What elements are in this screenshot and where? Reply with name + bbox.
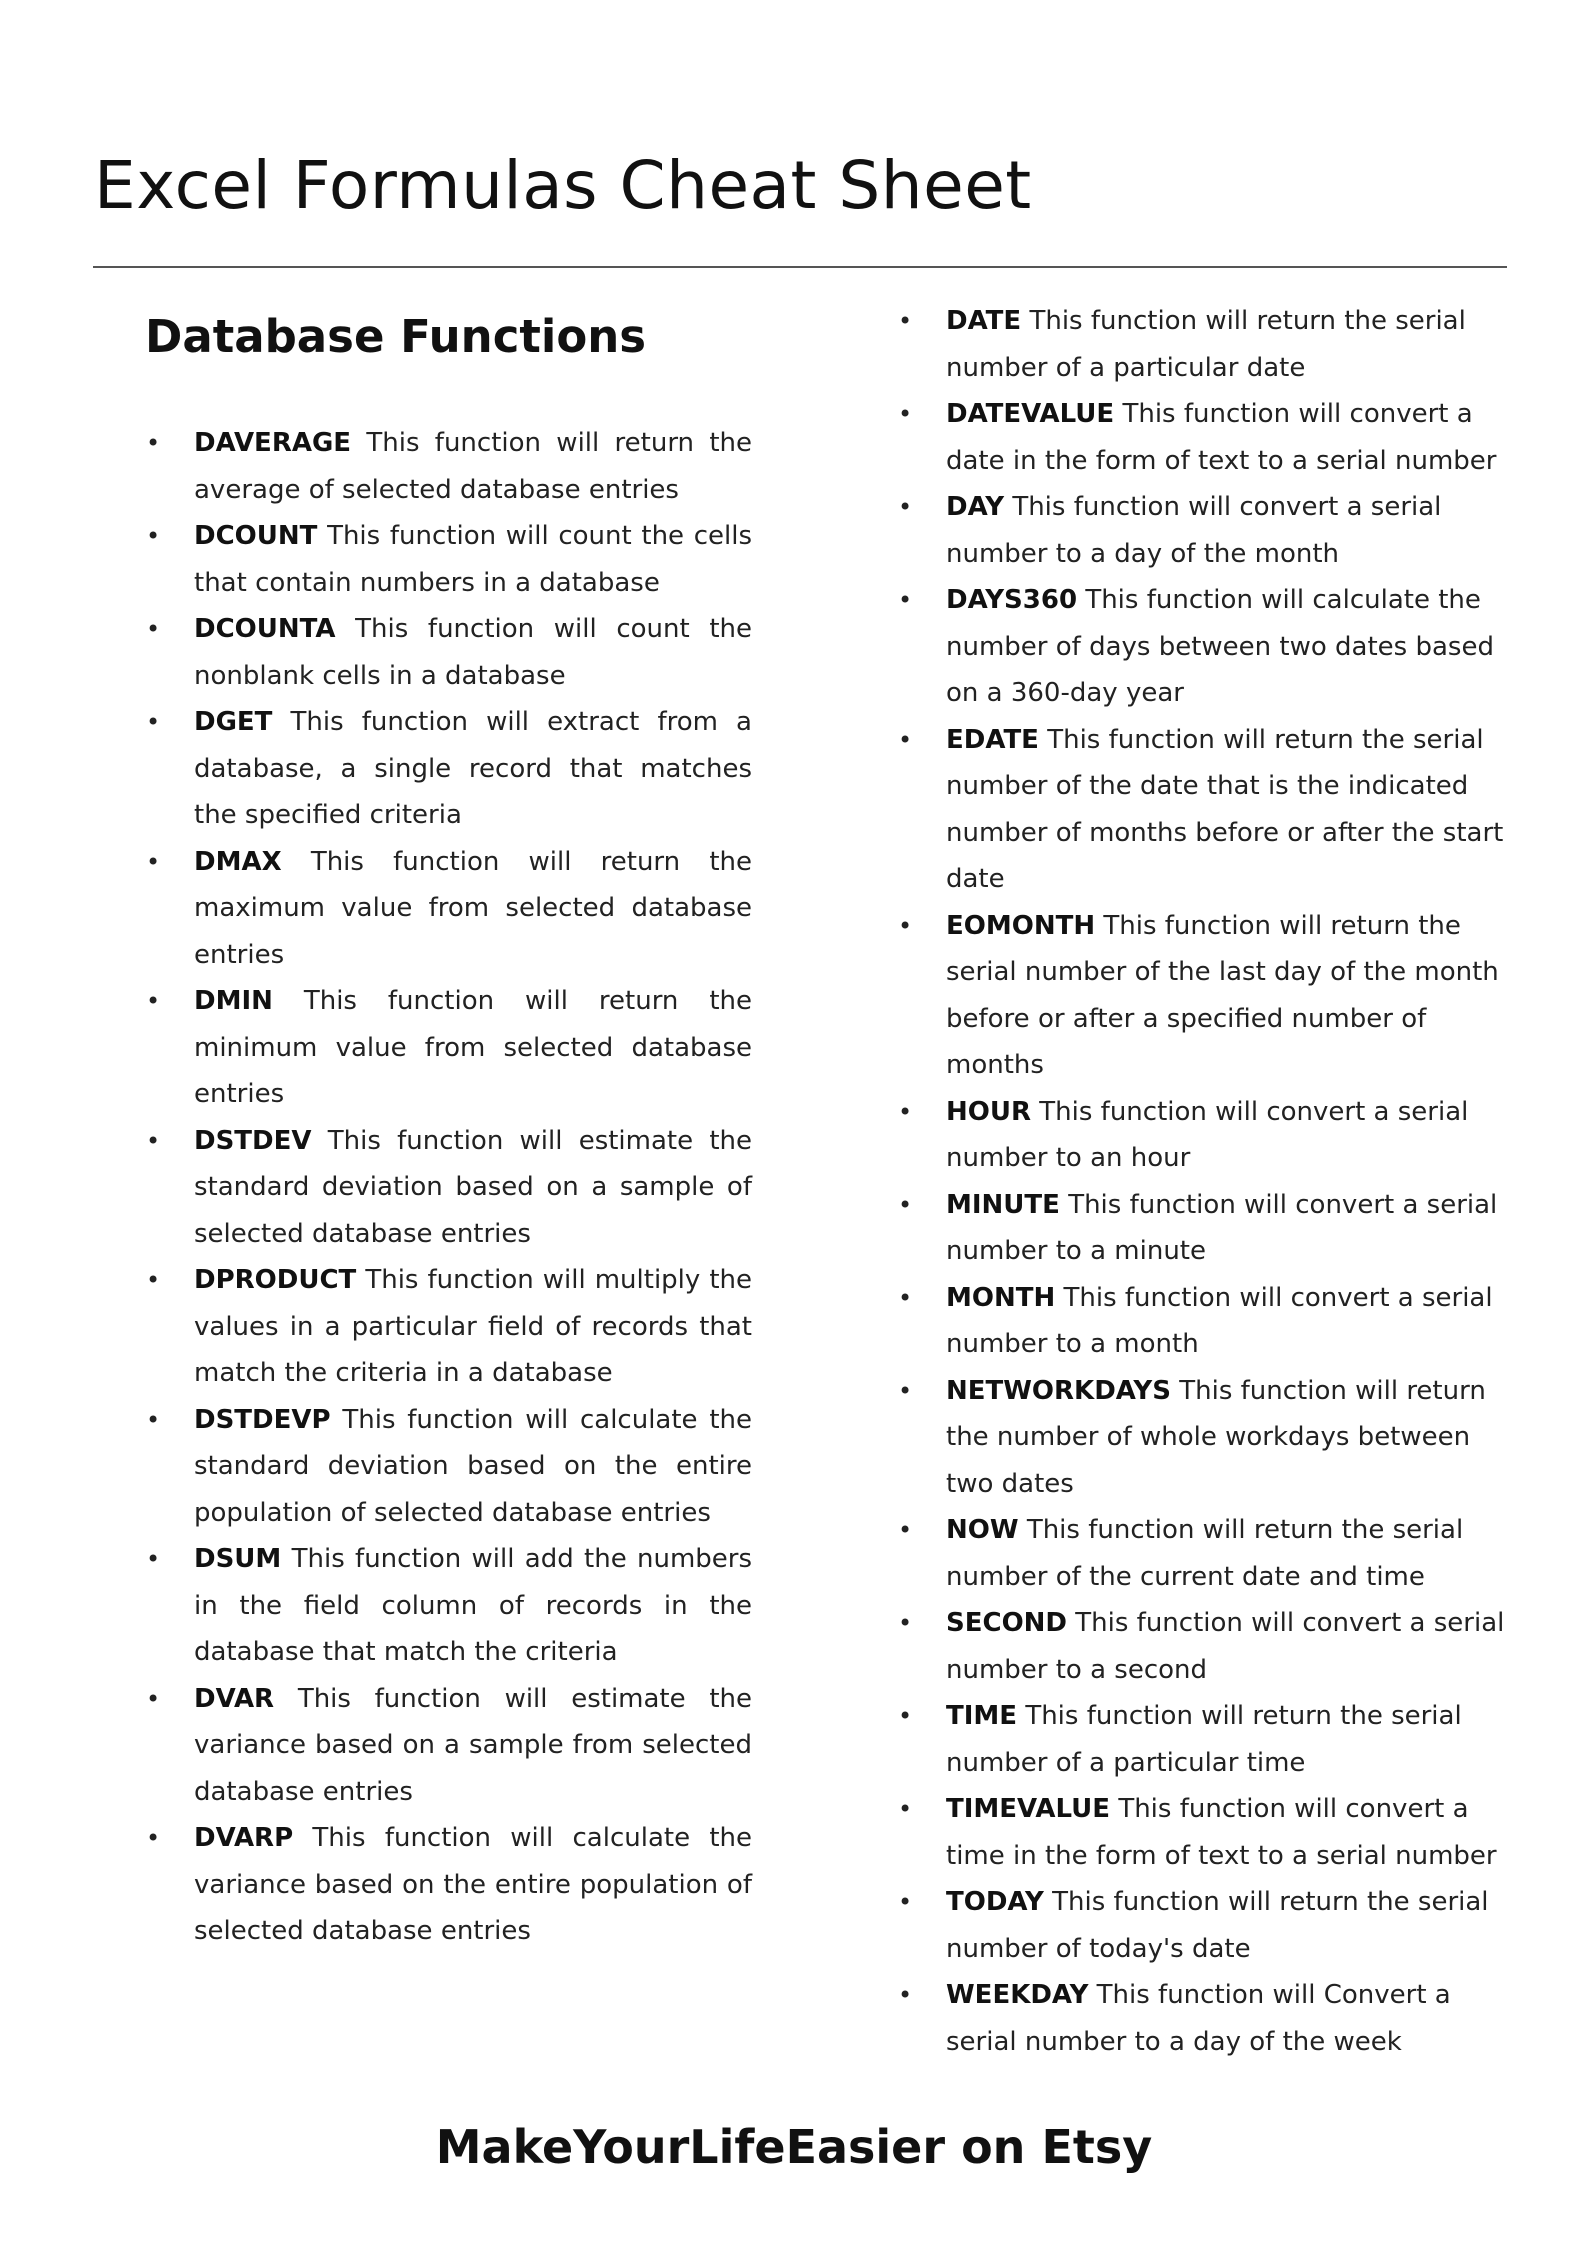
bullet-icon: • — [898, 586, 913, 614]
function-item — [898, 484, 1518, 577]
function-name: DGET — [194, 707, 273, 737]
function-name: SECOND — [946, 1608, 1068, 1638]
function-item — [898, 1972, 1518, 2065]
function-description: This function will convert a date in the form of text to a serial number — [946, 399, 1497, 476]
function-item — [898, 1182, 1518, 1275]
bullet-icon: • — [146, 847, 161, 876]
function-item — [898, 1275, 1518, 1368]
function-name: TODAY — [946, 1887, 1044, 1917]
function-item — [898, 1368, 1518, 1508]
bullet-icon: • — [146, 522, 161, 550]
bullet-icon: • — [146, 1824, 161, 1852]
function-name: TIME — [946, 1701, 1018, 1731]
function-description: This function will return the serial number of a particular date — [946, 306, 1466, 383]
bullet-icon: • — [898, 1795, 913, 1823]
function-item — [146, 513, 752, 606]
function-description: This function will convert a serial number to a second — [946, 1608, 1505, 1685]
bullet-icon: • — [898, 1888, 913, 1916]
function-description: This function will convert a serial number to a day of the month — [946, 492, 1442, 569]
function-item — [898, 298, 1518, 391]
function-name: DCOUNTA — [194, 614, 336, 644]
function-name: DVARP — [194, 1823, 294, 1853]
function-item — [898, 1089, 1518, 1182]
function-description: This function will estimate the variance based on a sample from selected database entries — [194, 1683, 752, 1807]
bullet-icon: • — [898, 307, 913, 335]
title-divider — [93, 266, 1507, 268]
function-description: This function will count the cells that contain numbers in a database — [194, 521, 753, 598]
function-item — [898, 717, 1518, 903]
function-item — [898, 1693, 1518, 1786]
function-description: This function will return the serial number of the date that is the indicated number of months before or after the start date — [946, 724, 1504, 894]
function-name: DAVERAGE — [194, 428, 352, 458]
bullet-icon: • — [146, 1545, 161, 1573]
bullet-icon: • — [898, 1190, 913, 1219]
function-description: This function will calculate the standard deviation based on the entire population of selected database entries — [194, 1404, 752, 1528]
function-name: DATEVALUE — [946, 399, 1115, 429]
function-item — [898, 1879, 1518, 1972]
function-item — [898, 1786, 1518, 1879]
function-description: This function will return the number of whole workdays between two dates — [946, 1375, 1486, 1499]
function-name: MONTH — [946, 1282, 1056, 1313]
function-description: This function will return the serial number of the current date and time — [946, 1515, 1464, 1592]
function-item — [898, 391, 1518, 484]
bullet-icon: • — [898, 1283, 913, 1312]
function-name: DATE — [946, 306, 1022, 336]
bullet-icon: • — [898, 725, 913, 754]
function-description: This function will calculate the variance based on the entire population of selected database entries — [194, 1823, 753, 1946]
bullet-icon: • — [898, 1609, 913, 1637]
function-description: This function will calculate the number of days between two dates based on a 360-day year — [946, 585, 1494, 708]
function-item — [146, 606, 752, 699]
function-name: HOUR — [946, 1096, 1031, 1127]
function-item — [146, 1815, 752, 1955]
section-heading: Database Functions — [145, 310, 647, 363]
function-name: DSTDEV — [194, 1125, 312, 1156]
bullet-icon: • — [146, 1266, 161, 1294]
function-name: DPRODUCT — [194, 1265, 357, 1295]
function-item — [898, 1507, 1518, 1600]
function-name: WEEKDAY — [946, 1980, 1089, 2010]
database-functions-list — [146, 420, 752, 1955]
function-description: This function will add the numbers in the field column of records in the database that match the criteria — [194, 1544, 753, 1667]
bullet-icon: • — [146, 615, 161, 643]
function-description: This function will convert a time in the form of text to a serial number — [946, 1794, 1497, 1871]
bullet-icon: • — [146, 1126, 161, 1155]
function-item — [146, 1118, 752, 1258]
function-description: This function will convert a serial number to an hour — [946, 1096, 1469, 1173]
function-name: DMAX — [194, 846, 282, 877]
footer-credit: MakeYourLifeEasier on Etsy — [435, 2120, 1153, 2174]
function-description: This function will multiply the values in a particular field of records that match the criteria in a database — [194, 1265, 752, 1388]
function-name: DAY — [946, 492, 1005, 522]
bullet-icon: • — [898, 1981, 913, 2009]
function-description: This function will return the serial number of a particular time — [946, 1701, 1462, 1778]
function-name: EOMONTH — [946, 910, 1096, 941]
bullet-icon: • — [898, 1376, 913, 1405]
function-item — [146, 839, 752, 979]
bullet-icon: • — [898, 493, 913, 521]
bullet-icon: • — [898, 1702, 913, 1730]
bullet-icon: • — [146, 1684, 161, 1713]
bullet-icon: • — [898, 911, 913, 940]
function-name: DAYS360 — [946, 585, 1078, 615]
function-description: This function will count the nonblank cells in a database — [194, 614, 753, 691]
function-description: This function will return the serial number of today's date — [946, 1887, 1489, 1964]
page-title: Excel Formulas Cheat Sheet — [94, 147, 1032, 224]
function-name: DSTDEVP — [194, 1404, 331, 1435]
function-name: TIMEVALUE — [946, 1794, 1111, 1824]
bullet-icon: • — [146, 987, 161, 1015]
function-name: NETWORKDAYS — [946, 1375, 1171, 1406]
function-item — [898, 577, 1518, 717]
function-description: This function will estimate the standard deviation based on a sample of selected database entries — [194, 1125, 752, 1249]
function-item — [898, 903, 1518, 1089]
bullet-icon: • — [898, 400, 913, 428]
function-description: This function will convert a serial number to a month — [946, 1282, 1493, 1359]
bullet-icon: • — [146, 1405, 161, 1434]
bullet-icon: • — [146, 708, 161, 736]
date-time-functions-list — [898, 298, 1518, 2065]
bullet-icon: • — [146, 429, 161, 457]
function-name: DSUM — [194, 1544, 282, 1574]
function-item — [146, 699, 752, 839]
function-description: This function will extract from a database, a single record that matches the specified criteria — [194, 707, 752, 830]
function-item — [146, 1397, 752, 1537]
function-name: DMIN — [194, 986, 273, 1016]
function-item — [898, 1600, 1518, 1693]
function-item — [146, 978, 752, 1118]
function-name: MINUTE — [946, 1189, 1060, 1220]
function-name: EDATE — [946, 724, 1039, 755]
function-name: DCOUNT — [194, 521, 318, 551]
function-item — [146, 1257, 752, 1397]
function-description: This function will return the average of selected database entries — [194, 428, 752, 505]
function-description: This function will return the serial number of the last day of the month before or after a specified number of months — [946, 910, 1499, 1080]
function-description: This function will return the maximum value from selected database entries — [194, 846, 752, 970]
function-description: This function will Convert a serial number to a day of the week — [946, 1980, 1451, 2057]
function-item — [146, 1536, 752, 1676]
function-name: NOW — [946, 1515, 1019, 1545]
function-item — [146, 1676, 752, 1816]
function-description: This function will return the minimum value from selected database entries — [194, 986, 753, 1109]
function-description: This function will convert a serial number to a minute — [946, 1189, 1498, 1266]
bullet-icon: • — [898, 1097, 913, 1126]
function-name: DVAR — [194, 1683, 275, 1714]
bullet-icon: • — [898, 1516, 913, 1544]
function-item — [146, 420, 752, 513]
